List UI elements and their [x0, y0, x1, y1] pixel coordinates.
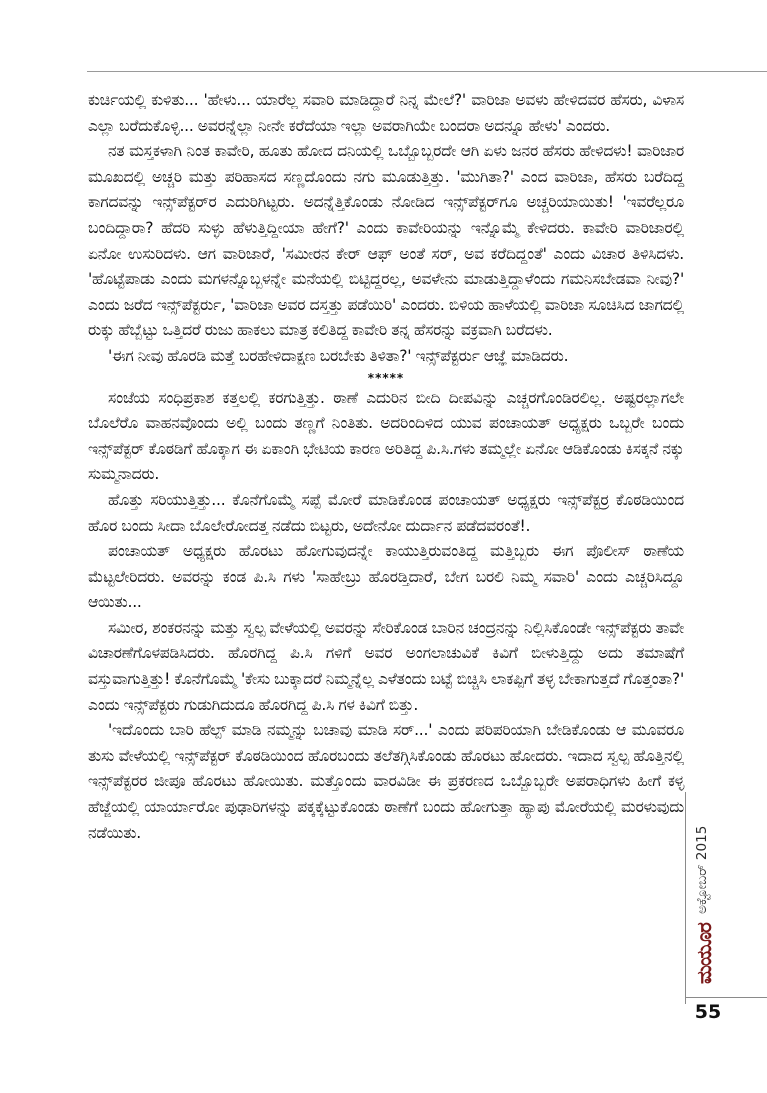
paragraph: ಪಂಚಾಯತ್ ಅಧ್ಯಕ್ಷರು ಹೊರಟು ಹೋಗುವುದನ್ನೇ ಕಾಯುತ್ತಿರುವಂತಿದ್ದ ಮತ್ತಿಬ್ಬರು ಈಗ ಪೊಲೀಸ್ ಠಾಣೆಯ ಮೆಟ್ಟಲೇರಿದರು. ಅವರನ್ನು ಕಂಡ ಪಿ.ಸಿ ಗಳು 'ಸಾಹೇಬ್ರು ಹೊರಡ್ತಿದಾರೆ, ಬೇಗ ಬರಲಿ ನಿಮ್ಮ ಸವಾರಿ' ಎಂದು ಎಚ್ಚರಿಸಿದ್ದೂ ಆಯಿತು... — [88, 542, 684, 612]
sidebar-rule — [685, 792, 686, 1004]
section-divider: ***** — [367, 370, 405, 385]
article-body — [88, 88, 684, 846]
issue-date — [692, 788, 712, 914]
top-rule — [87, 71, 767, 72]
paragraph: 'ಇದೊಂದು ಬಾರಿ ಹೆಲ್ಪ್ ಮಾಡಿ ನಮ್ಮನ್ನು ಬಚಾವು ಮಾಡಿ ಸರ್...' ಎಂದು ಪರಿಪರಿಯಾಗಿ ಬೇಡಿಕೊಂಡು ಆ ಮೂವರೂ ತುಸು ವೇಳೆಯಲ್ಲಿ ಇನ್ಸ್‌ಪೆಕ್ಟರ್ ಕೊಠಡಿಯಿಂದ ಹೊರಬಂದು ತಲೆತಗ್ಗಿಸಿಕೊಂಡು ಹೊರಟು ಹೋದರು. ಇದಾದ ಸ್ವಲ್ಪ ಹೊತ್ತಿನಲ್ಲಿ ಇನ್ಸ್‌ಪೆಕ್ಟರರ ಜೀಪೂ ಹೊರಟು ಹೋಯಿತು. ಮತ್ತೊಂದು ವಾರವಿಡೀ ಈ ಪ್ರಕರಣದ ಒಬ್ಬೊಬ್ಬರೇ ಅಪರಾಧಿಗಳು ಹೀಗೆ ಕಳ್ಳ ಹೆಜ್ಜೆಯಲ್ಲಿ ಯಾರ್ಯಾರೋ ಪುಢಾರಿಗಳನ್ನು ಪಕ್ಕಕ್ಕೆಟ್ಟುಕೊಂಡು ಠಾಣೆಗೆ ಬಂದು ಹೋಗುತ್ತಾ ಹ್ಯಾಪು ಮೋರೆಯಲ್ಲಿ ಮರಳುವುದು ನಡೆಯಿತು. — [88, 721, 684, 842]
paragraph: ಸಂಜೆಯ ಸಂಧಿಪ್ರಕಾಶ ಕತ್ತಲಲ್ಲಿ ಕರಗುತ್ತಿತ್ತು. ಠಾಣೆ ಎದುರಿನ ಬೀದಿ ದೀಪವಿನ್ನು ಎಚ್ಚರಗೊಂಡಿರಲಿಲ್ಲ. ಅಷ್ಟರಲ್ಲಾಗಲೇ ಬೊಲೆರೊ ವಾಹನವೊಂದು ಅಲ್ಲಿ ಬಂದು ತಣ್ಣಗೆ ನಿಂತಿತು. ಅದರಿಂದಿಳಿದ ಯುವ ಪಂಚಾಯತ್ ಅಧ್ಯಕ್ಷರು ಒಬ್ಬರೇ ಬಂದು ಇನ್ಸ್‌ಪೆಕ್ಟರ್ ಕೊಠಡಿಗೆ ಹೊಕ್ಕಾಗ ಈ ಏಕಾಂಗಿ ಭೇಟಿಯ ಕಾರಣ ಅರಿತಿದ್ದ ಪಿ.ಸಿ.ಗಳು ತಮ್ಮಲ್ಲೇ ಏನೋ ಆಡಿಕೊಂಡು ಕಿಸಕ್ಕನೆ ನಕ್ಕು ಸುಮ್ಮನಾದರು. — [88, 388, 684, 484]
paragraph: ಸಮೀರ, ಶಂಕರನನ್ನು ಮತ್ತು ಸ್ವಲ್ಪ ವೇಳೆಯಲ್ಲಿ ಅವರನ್ನು ಸೇರಿಕೊಂಡ ಬಾರಿನ ಚಂದ್ರನನ್ನು ನಿಲ್ಲಿಸಿಕೊಂಡೇ ಇನ್ಸ್‌ಪೆಕ್ಟರು ತಾವೇ ವಿಚಾರಣೆಗೊಳಪಡಿಸಿದರು. ಹೊರಗಿದ್ದ ಪಿ.ಸಿ ಗಳಿಗೆ ಅವರ ಅಂಗಲಾಚುವಿಕೆ ಕಿವಿಗೆ ಬೀಳುತ್ತಿದ್ದು ಅದು ತಮಾಷೆಗೆ ವಸ್ತುವಾಗುತ್ತಿತ್ತು! ಕೊನೆಗೊಮ್ಮೆ 'ಕೇಸು ಬುಕ್ಕಾದರೆ ನಿಮ್ಮನ್ನೆಲ್ಲ ಎಳೆತಂದು ಬಟ್ಟೆ ಬಿಚ್ಚಿಸಿ ಲಾಕಪ್ಪಿಗೆ ತಳ್ಳ ಬೇಕಾಗುತ್ತದೆ ಗೊತ್ತಂತಾ?' ಎಂದು ಇನ್ಸ್‌ಪೆಕ್ಟರು ಗುಡುಗಿದುದೂ ಹೊರಗಿದ್ದ ಪಿ.ಸಿ ಗಳ ಕಿವಿಗೆ ಬಿತ್ತು. — [88, 618, 684, 714]
paragraph: ನತ ಮಸ್ತಕಳಾಗಿ ನಿಂತ ಕಾವೇರಿ, ಹೂತು ಹೋದ ದನಿಯಲ್ಲಿ ಒಬ್ಬೊಬ್ಬರದೇ ಆಗಿ ಏಳು ಜನರ ಹೆಸರು ಹೇಳಿದಳು! ವಾರಿಜಾರ ಮೂಖದಲ್ಲಿ ಅಚ್ಚರಿ ಮತ್ತು ಪರಿಹಾಸದ ಸಣ್ಣದೊಂದು ನಗು ಮೂಡುತ್ತಿತ್ತು. 'ಮುಗಿತಾ?' ಎಂದ ವಾರಿಜಾ, ಹೆಸರು ಬರೆದಿದ್ದ ಕಾಗದವನ್ನು ಇನ್ಸ್‌ಪೆಕ್ಟರ್‌ರ ಎದುರಿಗಿಟ್ಟರು. ಅದನ್ನೆತ್ತಿಕೊಂಡು ನೋಡಿದ ಇನ್ಸ್‌ಪೆಕ್ಟರ್‌ಗೂ ಅಚ್ಚರಿಯಾಯಿತು! 'ಇವರೆಲ್ಲರೂ ಬಂದಿದ್ದಾರಾ? ಹೆದರಿ ಸುಳ್ಳು ಹೆಳುತ್ತಿದ್ದೀಯಾ ಹೇಗೆ?' ಎಂದು ಕಾವೇರಿಯನ್ನು ಇನ್ನೊಮ್ಮೆ ಕೇಳಿದರು. ಕಾವೇರಿ ವಾರಿಜಾರಲ್ಲಿ ಏನೋ ಉಸುರಿದಳು. ಆಗ ವಾರಿಜಾರೆ, 'ಸಮೀರನ ಕೇರ್ ಆಫ್ ಅಂತೆ ಸರ್, ಅವ ಕರೆದಿದ್ದಂತೆ' ಎಂದು ವಿಚಾರ ತಿಳಿಸಿದಳು. 'ಹೊಟ್ಟೆಪಾಡು ಎಂದು ಮಗಳನ್ನೊಬ್ಬಳನ್ನೇ ಮನೆಯಲ್ಲಿ ಬಿಟ್ಟಿದ್ದರಲ್ಲ, ಅವಳೇನು ಮಾಡುತ್ತಿದ್ದಾಳೆಂದು ಗಮನಿಸಬೇಡವಾ ನೀವು?' ಎಂದು ಜರೆದ ಇನ್ಸ್‌ಪೆಕ್ಟರ್ರು, 'ವಾರಿಜಾ ಅವರ ದಸ್ತತ್ತು ಪಡೆಯಿರಿ' ಎಂದರು. ಬಿಳಿಯ ಹಾಳೆಯಲ್ಲಿ ವಾರಿಜಾ ಸೂಚಿಸಿದ ಜಾಗದಲ್ಲಿ ರುಕ್ಕು ಹೆಬ್ಬೆಟ್ಟು ಒತ್ತಿದರೆ ರುಜು ಹಾಕಲು ಮಾತ್ರ ಕಲಿತಿದ್ದ ಕಾವೇರಿ ತನ್ನ ಹೆಸರನ್ನು ವಕ್ರವಾಗಿ ಬರೆದಳು. — [88, 142, 684, 340]
page-number: 55 — [694, 1001, 722, 1023]
magazine-name: ಮಯೂರ — [692, 923, 716, 984]
paragraph: ಕುರ್ಚಿಯಲ್ಲಿ ಕುಳಿತು... 'ಹೇಳು... ಯಾರೆಲ್ಲ ಸವಾರಿ ಮಾಡಿದ್ದಾರೆ ನಿನ್ನ ಮೇಲೆ?' ವಾರಿಜಾ ಅವಳು ಹೇಳಿದವರ ಹೆಸರು, ವಿಳಾಸ ಎಲ್ಲಾ ಬರೆದುಕೊಳ್ಳಿ... ಅವರನ್ನೆಲ್ಲಾ ನೀನೇ ಕರೆದೆಯಾ ಇಲ್ಲಾ ಅವರಾಗಿಯೇ ಬಂದರಾ ಅದನ್ನೂ ಹೇಳು' ಎಂದರು. — [88, 91, 684, 135]
issue-date-text: ಅಕ್ಟೋಬರ್ 2015 — [694, 825, 710, 914]
paragraph: ಹೊತ್ತು ಸರಿಯುತ್ತಿತ್ತು... ಕೊನೆಗೊಮ್ಮೆ ಸಪ್ಪೆ ಮೋರೆ ಮಾಡಿಕೊಂಡ ಪಂಚಾಯತ್ ಅಧ್ಯಕ್ಷರು ಇನ್ಸ್‌ಪೆಕ್ಟರ್ರ ಕೊಠಡಿಯಿಂದ ಹೊರ ಬಂದು ಸೀದಾ ಬೊಲೇರೋದತ್ತ ನಡೆದು ಬಿಟ್ಟರು, ಅದೇನೋ ದುರ್ದಾನ ಪಡೆದವರಂತೆ!. — [88, 490, 684, 535]
magazine-logo — [692, 916, 716, 984]
footer-rule — [686, 997, 767, 998]
paragraph: 'ಈಗ ನೀವು ಹೊರಡಿ ಮತ್ತೆ ಬರಹೇಳಿದಾಕ್ಷಣ ಬರಬೇಕು ತಿಳಿತಾ?' ಇನ್ಸ್‌ಪೆಕ್ಟರ್ರು ಆಜ್ಞೆ ಮಾಡಿದರು. — [108, 346, 569, 365]
